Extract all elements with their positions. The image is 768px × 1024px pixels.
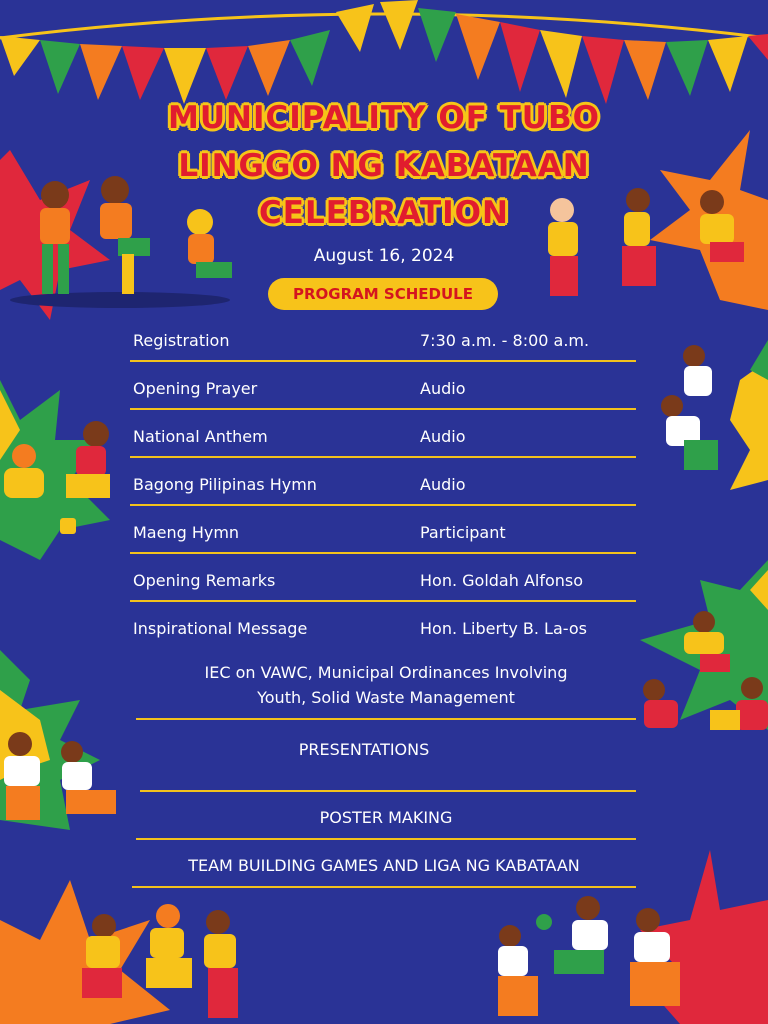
kids-illustration-left-middle	[0, 380, 130, 560]
schedule-detail: Audio	[420, 427, 466, 446]
team-building-label: TEAM BUILDING GAMES AND LIGA NG KABATAAN	[188, 856, 580, 875]
presentations-label: PRESENTATIONS	[298, 740, 430, 759]
presentations-block	[140, 738, 636, 792]
kids-illustration-bottom-left	[0, 880, 270, 1024]
schedule-table	[130, 314, 636, 648]
schedule-row	[130, 506, 636, 554]
kids-illustration-right-upper	[640, 340, 768, 500]
iec-block	[136, 660, 636, 720]
schedule-row	[130, 362, 636, 410]
schedule-row	[130, 314, 636, 362]
team-building-block	[132, 854, 636, 888]
schedule-activity: Opening Prayer	[133, 379, 258, 398]
schedule-row	[130, 602, 636, 648]
poster-making-block	[136, 806, 636, 840]
schedule-activity: Bagong Pilipinas Hymn	[133, 475, 317, 494]
schedule-detail: Audio	[420, 475, 466, 494]
schedule-activity: Opening Remarks	[133, 571, 276, 590]
title-line-3: CELEBRATION	[259, 195, 509, 231]
poster-making-label: POSTER MAKING	[319, 808, 453, 827]
schedule-detail: Audio	[420, 379, 466, 398]
schedule-row	[130, 410, 636, 458]
schedule-activity: Maeng Hymn	[133, 523, 240, 542]
title-line-2: LINGGO NG KABATAAN	[178, 148, 590, 184]
event-date: August 16, 2024	[313, 246, 455, 266]
iec-line-2: Youth, Solid Waste Management	[257, 688, 515, 707]
schedule-detail: 7:30 a.m. - 8:00 a.m.	[420, 331, 590, 350]
kids-illustration-right-lower	[640, 560, 768, 750]
schedule-detail: Participant	[420, 523, 506, 542]
schedule-row	[130, 458, 636, 506]
schedule-activity: Registration	[133, 331, 230, 350]
iec-line-1: IEC on VAWC, Municipal Ordinances Involving	[204, 663, 568, 682]
schedule-activity: Inspirational Message	[133, 619, 308, 638]
schedule-row	[130, 554, 636, 602]
kids-illustration-left-lower	[0, 650, 140, 840]
schedule-detail: Hon. Goldah Alfonso	[420, 571, 584, 590]
bunting-decoration	[0, 0, 768, 110]
schedule-detail: Hon. Liberty B. La-os	[420, 619, 587, 638]
program-schedule-badge: PROGRAM SCHEDULE	[268, 278, 498, 310]
title-line-1: MUNICIPALITY OF TUBO	[168, 100, 600, 136]
schedule-activity: National Anthem	[133, 427, 268, 446]
